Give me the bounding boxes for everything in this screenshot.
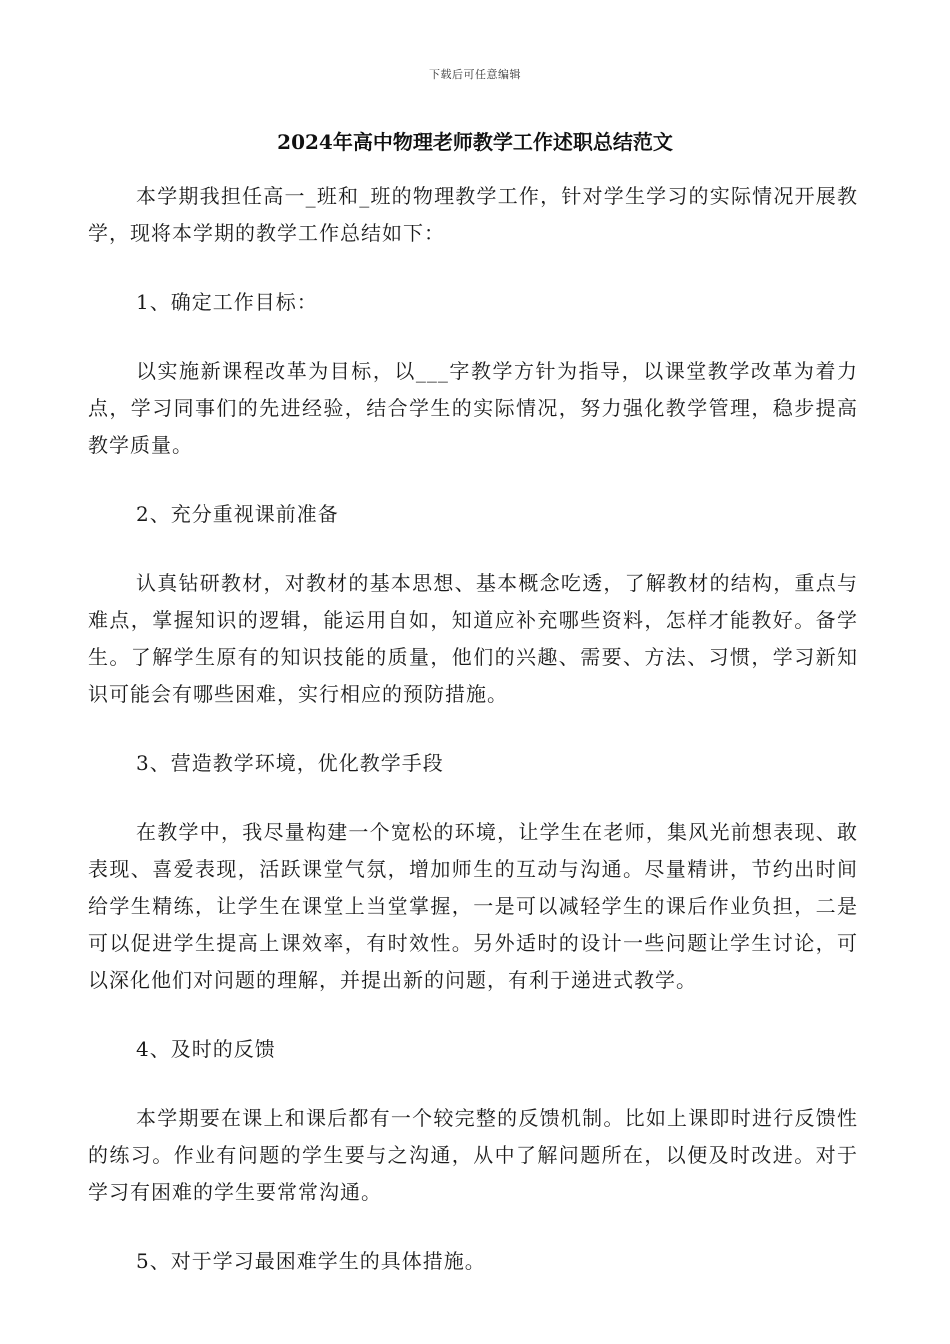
section-heading-5: 5、对于学习最困难学生的具体措施。 — [136, 1249, 486, 1273]
section-body-1: 以实施新课程改革为目标，以___字教学方针为指导，以课堂教学改革为着力点，学习同事们的先进经验，结合学生的实际情况，努力强化教学管理，稳步提高教学质量。 — [88, 359, 858, 457]
section-body-3: 在教学中，我尽量构建一个宽松的环境，让学生在老师，集风光前想表现、敢表现、喜爱表现，活跃课堂气氛，增加师生的互动与沟通。尽量精讲，节约出时间给学生精练，让学生在课堂上当堂掌握，一是可以减轻学生的课后作业负担，二是可以促进学生提高上课效率，有时效性。另外适时的设计一些问题让学生讨论，可以深化他们对问题的理解，并提出新的问题，有利于递进式教学。 — [88, 820, 858, 992]
section-body-4: 本学期要在课上和课后都有一个较完整的反馈机制。比如上课即时进行反馈性的练习。作业有问题的学生要与之沟通，从中了解问题所在，以便及时改进。对于学习有困难的学生要常常沟通。 — [88, 1106, 858, 1204]
document-title: 2024年高中物理老师教学工作述职总结范文 — [277, 130, 673, 154]
section-heading-2: 2、充分重视课前准备 — [136, 502, 339, 526]
document-body — [88, 178, 858, 1312]
section-heading-4: 4、及时的反馈 — [136, 1037, 276, 1061]
intro-paragraph: 本学期我担任高一_班和_班的物理教学工作，针对学生学习的实际情况开展教学，现将本学期的教学工作总结如下： — [88, 184, 858, 245]
section-heading-1: 1、确定工作目标： — [136, 290, 318, 314]
section-heading-3: 3、营造教学环境，优化教学手段 — [136, 751, 444, 775]
header-note: 下载后可任意编辑 — [429, 68, 521, 81]
section-body-2: 认真钻研教材，对教材的基本思想、基本概念吃透，了解教材的结构，重点与难点，掌握知识的逻辑，能运用自如，知道应补充哪些资料，怎样才能教好。备学生。了解学生原有的知识技能的质量，他们的兴趣、需要、方法、习惯，学习新知识可能会有哪些困难，实行相应的预防措施。 — [88, 571, 858, 706]
